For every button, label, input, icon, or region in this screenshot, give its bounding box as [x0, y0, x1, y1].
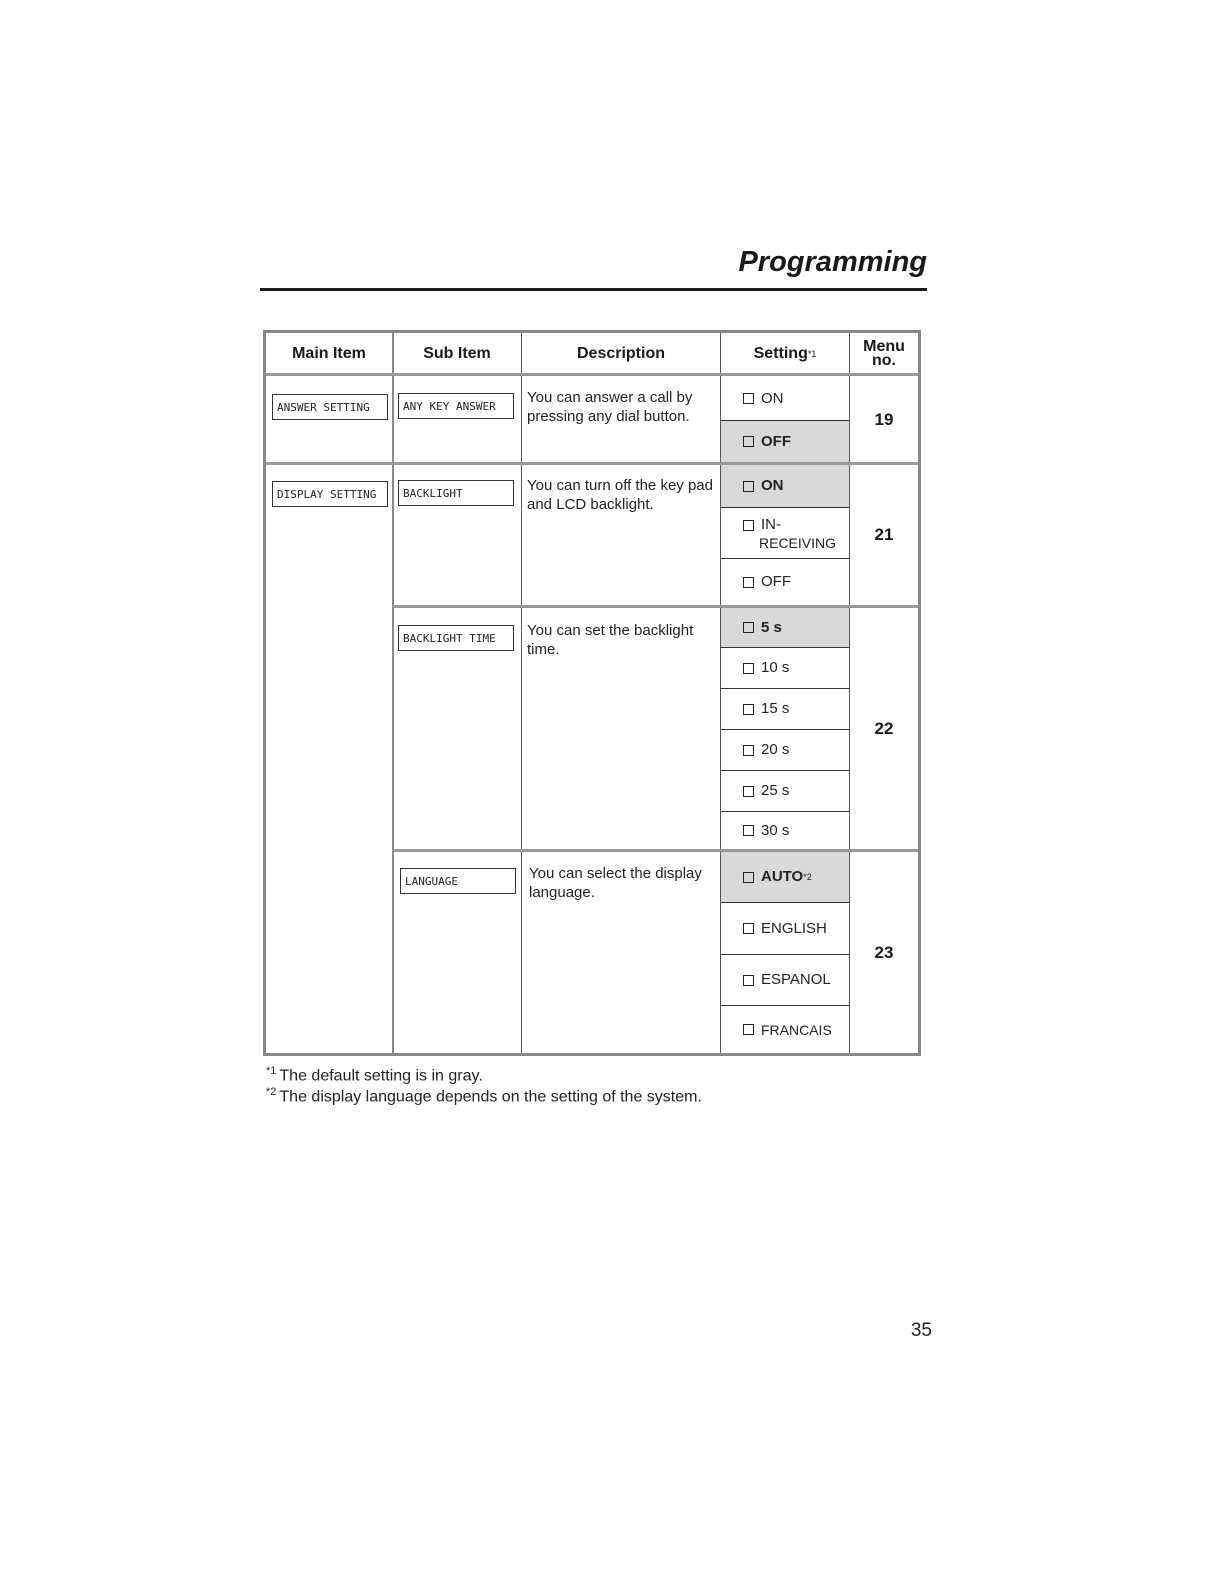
menu-number: 23 — [874, 942, 894, 962]
setting-option-default: ON — [721, 465, 849, 507]
page-number: 35 — [910, 1320, 932, 1341]
header-menu-no — [850, 333, 918, 375]
checkbox-icon — [743, 436, 754, 447]
setting-option: 25 s — [721, 771, 849, 811]
setting-option: FRANCAIS — [721, 1006, 849, 1053]
setting-option: 20 s — [721, 730, 849, 770]
setting-option: ESPANOL — [721, 955, 849, 1005]
setting-option: ENGLISH — [721, 903, 849, 954]
header-menu-no-line2: no. — [872, 352, 896, 369]
setting-option: 10 s — [721, 648, 849, 688]
main-item-display-setting: DISPLAY SETTING — [272, 481, 388, 507]
auto-footnote-mark: *2 — [803, 872, 812, 882]
sub-item-backlight: BACKLIGHT — [398, 480, 514, 506]
sub-item-any-key-answer: ANY KEY ANSWER — [398, 393, 514, 419]
description-backlight-time: You can set the backlight time. — [527, 622, 694, 658]
header-setting-label: Setting — [753, 345, 808, 362]
checkbox-icon — [743, 872, 754, 883]
header-setting — [721, 333, 849, 375]
header-main-item: Main Item — [292, 345, 366, 362]
checkbox-icon — [743, 622, 754, 633]
setting-option-default: 5 s — [721, 608, 849, 647]
checkbox-icon — [743, 393, 754, 404]
checkbox-icon — [743, 704, 754, 715]
column-divider — [521, 333, 522, 1053]
menu-number: 22 — [874, 718, 894, 738]
checkbox-icon — [743, 825, 754, 836]
setting-option: 30 s — [721, 812, 849, 849]
description-any-key-answer: You can answer a call by pressing any dial button. — [527, 389, 693, 425]
checkbox-icon — [743, 520, 754, 531]
settings-table — [263, 330, 921, 1056]
checkbox-icon — [743, 975, 754, 986]
header-sub-item: Sub Item — [423, 345, 491, 362]
checkbox-icon — [743, 923, 754, 934]
column-divider — [392, 333, 394, 1053]
checkbox-icon — [743, 786, 754, 797]
checkbox-icon — [743, 1024, 754, 1035]
checkbox-icon — [743, 577, 754, 588]
description-language: You can select the display language. — [529, 865, 702, 901]
description-backlight: You can turn off the key pad and LCD backlight. — [527, 477, 713, 513]
sub-item-language: LANGUAGE — [400, 868, 516, 894]
header-rule — [260, 288, 927, 291]
setting-option-default: AUTO *2 — [721, 852, 849, 902]
page-title: Programming — [738, 246, 927, 278]
checkbox-icon — [743, 745, 754, 756]
setting-option-default: OFF — [721, 421, 849, 462]
footnote: $^{*1}$ The default setting is in gray. — [266, 1065, 483, 1085]
menu-number: 19 — [874, 409, 894, 429]
main-item-answer-setting: ANSWER SETTING — [272, 394, 388, 420]
menu-number: 21 — [874, 525, 894, 544]
setting-option: 15 s — [721, 689, 849, 729]
header-setting-mark: *1 — [807, 349, 817, 359]
sub-item-backlight-time: BACKLIGHT TIME — [398, 625, 514, 651]
header-menu-no-line1: Menu — [863, 338, 905, 355]
setting-option: OFF — [721, 559, 849, 605]
setting-option: IN- RECEIVING — [721, 508, 849, 558]
checkbox-icon — [743, 481, 754, 492]
header-rule-line — [266, 373, 918, 376]
setting-option: ON — [721, 377, 849, 420]
footnote: $^{*2}$ The display language depends on the setting of the system. — [266, 1086, 702, 1106]
header-description: Description — [576, 345, 665, 362]
checkbox-icon — [743, 663, 754, 674]
